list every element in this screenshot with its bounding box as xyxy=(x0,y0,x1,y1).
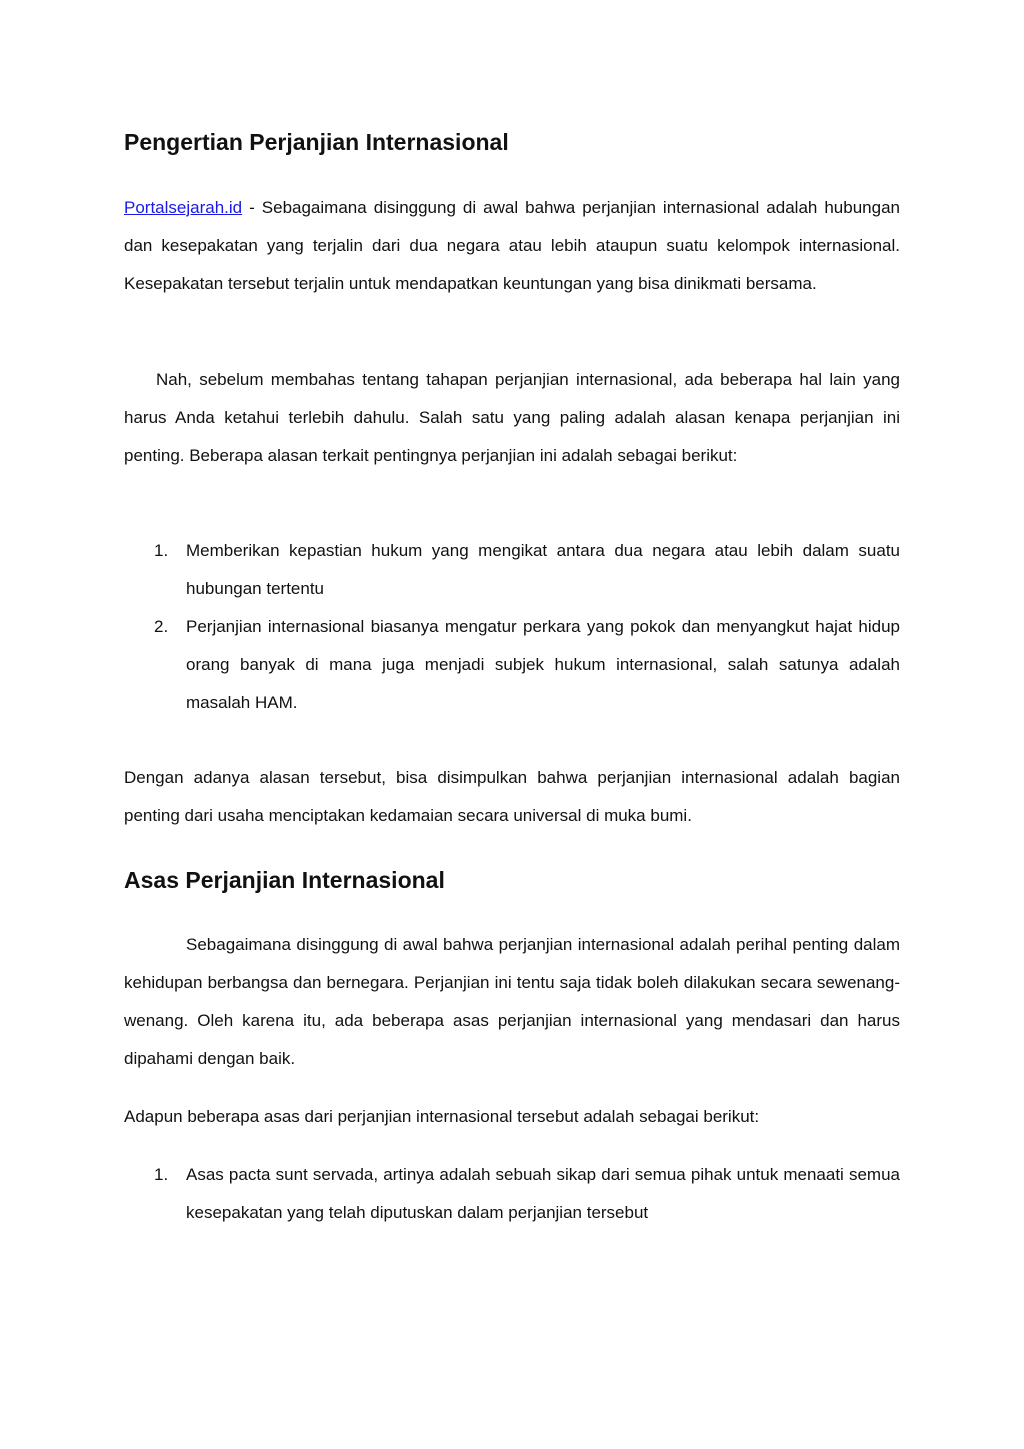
list-asas xyxy=(124,1156,900,1232)
list-number: 1. xyxy=(154,541,169,560)
paragraph-intro xyxy=(124,189,900,303)
paragraph-alasan: Nah, sebelum membahas tentang tahapan perjanjian internasional, ada beberapa hal lain yang harus Anda ketahui terlebih dahulu. Salah satu yang paling adalah alasan kenapa perjanjian ini penting. Beberapa alasan terkait pentingnya perjanjian ini adalah sebagai berikut: xyxy=(124,370,900,465)
list-item xyxy=(124,1156,900,1232)
paragraph-asas-list-intro: Adapun beberapa asas dari perjanjian internasional tersebut adalah sebagai berikut: xyxy=(124,1107,760,1126)
list-number: 1. xyxy=(154,1165,169,1184)
list-item xyxy=(124,532,900,608)
section-title-asas: Asas Perjanjian Internasional xyxy=(124,867,445,893)
list-item-text: Memberikan kepastian hukum yang mengikat antara dua negara atau lebih dalam suatu hubungan tertentu xyxy=(186,541,900,598)
list-number: 2. xyxy=(154,617,169,636)
list-item-text: Perjanjian internasional biasanya mengatur perkara yang pokok dan menyangkut hajat hidup orang banyak di mana juga menjadi subjek hukum internasional, salah satunya adalah masalah HAM. xyxy=(186,617,900,712)
list-alasan xyxy=(124,532,900,722)
section-title-pengertian: Pengertian Perjanjian Internasional xyxy=(124,129,509,155)
paragraph-kesimpulan: Dengan adanya alasan tersebut, bisa disimpulkan bahwa perjanjian internasional adalah bagian penting dari usaha menciptakan kedamaian secara universal di muka bumi. xyxy=(124,768,900,825)
portalsejarah-link[interactable]: Portalsejarah.id xyxy=(124,198,243,217)
paragraph-asas-intro: Sebagaimana disinggung di awal bahwa perjanjian internasional adalah perihal penting dalam kehidupan berbangsa dan bernegara. Perjanjian ini tentu saja tidak boleh dilakukan secara sewenang-wenang. Oleh karena itu, ada beberapa asas perjanjian internasional yang mendasari dan harus dipahami dengan baik. xyxy=(124,935,900,1068)
list-item xyxy=(124,608,900,722)
paragraph-intro-text: - Sebagaimana disinggung di awal bahwa perjanjian internasional adalah hubungan dan kesepakatan yang terjalin dari dua negara atau lebih ataupun suatu kelompok internasional. Kesepakatan tersebut terjalin untuk mendapatkan keuntungan yang bisa dinikmati bersama. xyxy=(124,198,900,293)
list-item-text: Asas pacta sunt servada, artinya adalah sebuah sikap dari semua pihak untuk menaati semua kesepakatan yang telah diputuskan dalam perjanjian tersebut xyxy=(186,1165,900,1222)
